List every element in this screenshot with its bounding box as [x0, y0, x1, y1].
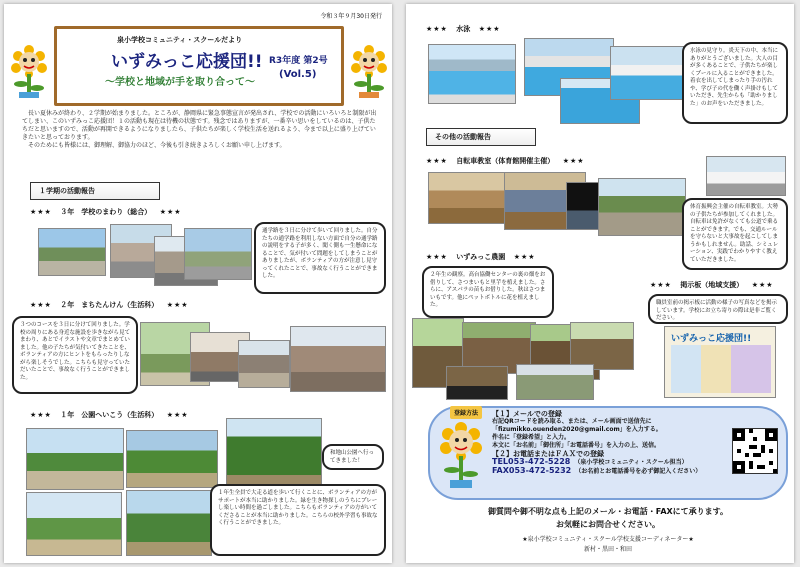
sports-stars-right: ★★★: [562, 157, 585, 165]
reg-line-3: 件名に「登録希望」と入力。: [492, 434, 571, 441]
act2-heading-row: [30, 300, 189, 310]
board-stars-right: ★★★: [751, 281, 774, 289]
intro-text: [22, 110, 378, 150]
board-photo-grid: [671, 345, 771, 393]
header-fiscal: R3年度 第2号: [269, 56, 328, 66]
act1-heading-row: [30, 207, 182, 217]
act2-photo-4: [290, 326, 386, 392]
garden-heading-row: [426, 252, 536, 262]
garden-stars-left: ★★★: [426, 253, 448, 261]
reg-line-5: 【２】お電話またはＦＡＸでの登録: [492, 450, 604, 458]
section-title-term1: １学期の活動報告: [30, 182, 160, 200]
sports-photo-1: [428, 172, 508, 224]
mascot-left: [10, 44, 48, 100]
sports-stars-left: ★★★: [426, 157, 448, 165]
right-page: [406, 4, 794, 563]
act1-stars-left: ★★★: [30, 208, 52, 216]
reg-line-1: 【１】メールでの登録: [492, 410, 562, 418]
issue-date: 令和３年９月30日発行: [320, 13, 382, 20]
reg-line-4: 本文に「お名前」「御住所」「お電話番号」を入力の上、送信。: [492, 442, 661, 449]
left-page: [4, 4, 392, 563]
header-subtitle: ～学校と地域が手を取り合って～: [105, 77, 255, 88]
qr-code[interactable]: [732, 428, 778, 474]
swim-heading-row: [426, 24, 501, 34]
reg-fax-note: （お名前とお電話番号を必ず御記入ください）: [575, 468, 702, 475]
reg-fax: FAX053-472-5232: [492, 466, 572, 475]
act3-stars-left: ★★★: [30, 411, 52, 419]
swim-heading: 水泳: [456, 25, 471, 33]
other-activities-title: その他の活動報告: [426, 128, 536, 146]
reg-fax-row: [492, 467, 730, 476]
garden-bubble: ２年生の観察。高台協働センターの裏の畑をお借りして、さつまいもと里芋を植えました。さらに、アスパラの苗もお借りした。秋はさつまいもです。他にペットボトルに花を植えました。: [422, 266, 554, 318]
closing-line-1: 御質問や御不明な点も上記のメール・お電話・FAXにて承ります。: [487, 507, 729, 516]
act1-heading: ３年 学校のまわり（総合）: [60, 208, 152, 216]
act3-stars-right: ★★★: [166, 411, 189, 419]
act2-heading: ２年 まちたんけん（生活科）: [60, 301, 159, 309]
act3-photo-5: [126, 490, 212, 556]
swim-photo-4: [610, 46, 684, 100]
act1-photo-1: [38, 228, 106, 276]
mascot-right: [350, 44, 388, 100]
sports-photo-5: [706, 156, 786, 196]
act3-heading-row: [30, 410, 189, 420]
act2-photo-3: [238, 340, 290, 388]
reg-line-2: 右記QRコードを読み取る、または、メール画面で送信先に「fizumikko.ouenden2020@gmail.com」を入力する。: [492, 418, 662, 433]
garden-stars-right: ★★★: [513, 253, 536, 261]
footer-line-1: ★泉小学校コミュニティ・スクール学校支援コーディネーター★: [522, 536, 694, 543]
reg-tel: TEL053-472-5228: [492, 457, 571, 466]
act3-bubble: １年生全員で大走る道を歩いて行くことに、ボランティアの方がサポートが本当に助かりました。緑を生き物探しのうちにプレーし楽しい時間を過ごしました。こちらもボランティアの方がいてくださることが本当に助かりました。こちらの校外学習も事故なく行うことができました。: [210, 484, 386, 556]
act3-heading: １年 公園へいこう（生活科）: [60, 411, 159, 419]
act3-small-bubble: 和地山公園へ行ってきました！: [322, 444, 384, 470]
intro-paragraph-2: そのためにも皆様には、御理解、御協力のほど、今後も引き続きよろしくお願い申し上げます。: [28, 142, 286, 149]
header-title: いずみっこ応援団!!: [111, 52, 263, 72]
registration-box: [428, 406, 788, 500]
registration-text: [492, 410, 730, 476]
footer-line-2: 新村・黒田・和田: [583, 546, 632, 553]
registration-badge: 登録方法: [450, 406, 482, 419]
swim-bubble: 水泳の見守り。炎天下の中、本当にありがとうございました。大人の目が多くあることで、子供たちが楽しくプールに入ることができました。着衣を出してしまったり手の汚れや、学び子の代を働く声掛けもしていただき、先生からも「助かりました」のお声をいただきました。: [682, 42, 788, 124]
header-vol: (Vol.5): [279, 69, 317, 80]
act1-bubble: 通学路を３日に分けて歩いて回りました。自分たちの通学路を利用しない方面で自分の通学路の説明をする子が多く、聞く側も一生懸命になることで、気が付いて問題をしてしまうことがありましたが、ボランティアの方が注意し見守ってくれたことで、事故なく行うことができました。: [254, 222, 386, 294]
act2-stars-left: ★★★: [30, 301, 52, 309]
header-sign: [54, 26, 344, 106]
act1-photo-4: [184, 228, 252, 280]
act1-stars-right: ★★★: [159, 208, 182, 216]
board-photo: [664, 326, 776, 398]
board-stars-left: ★★★: [650, 281, 672, 289]
header-pretitle: 泉小学校コミュニティ・スクールだより: [117, 36, 243, 44]
sports-heading: 自転車教室（体育館開催主催）: [456, 157, 555, 165]
swim-stars-right: ★★★: [478, 25, 501, 33]
garden-heading: いずみっこ農園: [456, 253, 506, 261]
swim-photo-1: [428, 44, 516, 104]
board-photo-caption: いずみっこ応援団!!: [671, 334, 752, 344]
act3-photo-2: [126, 430, 218, 488]
garden-photo-6: [516, 364, 594, 400]
reg-tel-note: （泉小学校コミュニティ・スクール担当）: [574, 459, 688, 466]
act3-photo-4: [26, 492, 122, 556]
board-bubble: 職員室前の掲示板に活動の様子の写真などを掲示しています。学校にお立ち寄りの際は是非ご覧ください。: [648, 294, 788, 324]
sports-heading-row: [426, 156, 585, 166]
sports-photo-4: [598, 178, 686, 236]
registration-mascot: [440, 420, 482, 490]
garden-photo-5: [446, 366, 508, 400]
act3-photo-3: [226, 418, 322, 490]
act2-stars-right: ★★★: [166, 301, 189, 309]
closing-line-2: お気軽にお問合せください。: [556, 520, 660, 529]
swim-stars-left: ★★★: [426, 25, 448, 33]
act2-bubble: ３つのコースを３日に分けて回りました。学校の周りにある身近な施設を歩きながら見てまわり、あとでイラストや文章でまとめていました。他の子たちが気付いてきたことを、ボランティアの方にヒントをもらったりしながら楽しそうでした。こちらも見守っていただいたことで、事故なく行うことができました。: [12, 316, 138, 394]
garden-photo-4: [570, 322, 634, 370]
board-heading: 掲示板（地域支援）: [680, 281, 744, 289]
intro-paragraph-1: 長い夏休みが終わり、２学期が始まりました。ところが、静岡県に緊急事態宣言が発出され、学校での活動にいろいろと制限が出てしまい、このいずみっこ応援団！１の活動も現在は待機の状態です。残念ではありますが、一番辛い思いをしているのは、子供たちだと思いますので、活動が再開できるようになりましたら、子供たちが楽しく学校生活を送れるよう、今まで以上に盛り上げていきたいと思っております。: [22, 110, 377, 141]
board-heading-row: [650, 280, 774, 290]
sports-bubble: 体育振興会主催の自転車教室。大勢の子供たちが参加してくれました。自転車は免許がなくても公道で乗ることができます。でも、交通ルールを守らないと大事故を起こしてしまうかもしれません。助話、シミュレーション、実践でわかりやすく教えていただきました。: [682, 198, 788, 270]
act3-photo-1: [26, 428, 124, 490]
